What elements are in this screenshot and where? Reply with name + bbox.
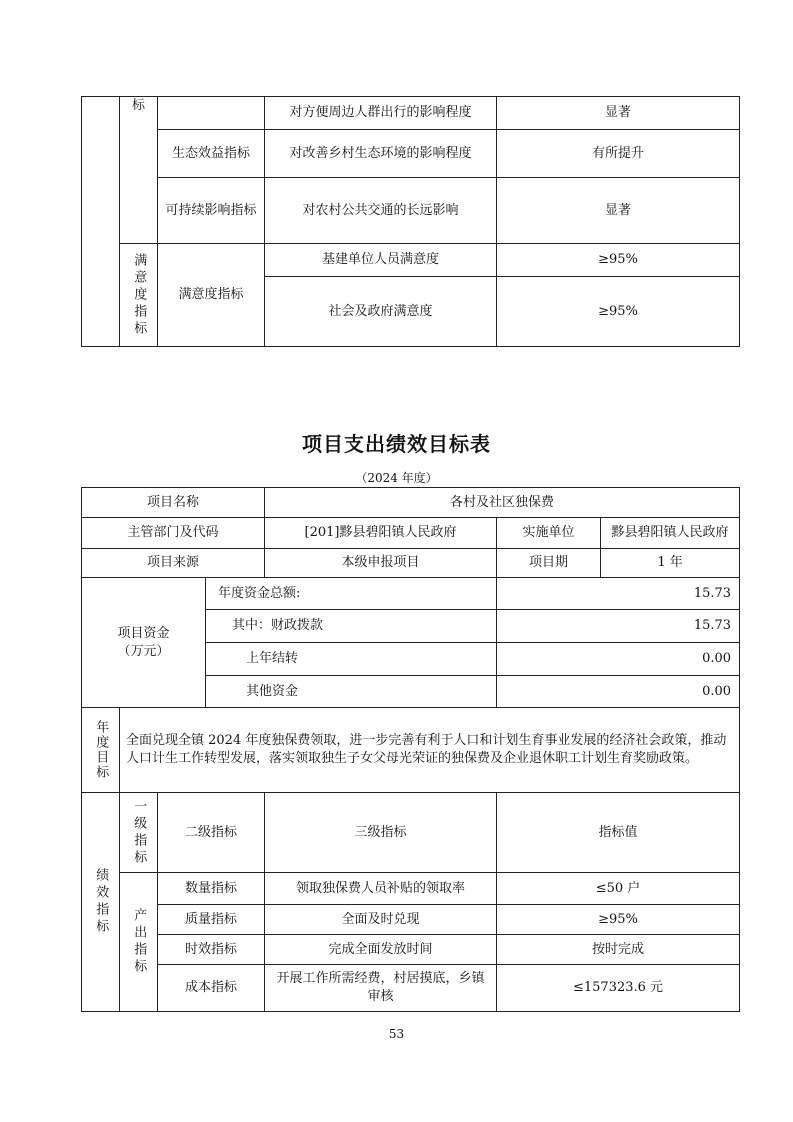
carryover-fund-label: 上年结转 xyxy=(206,643,497,676)
continued-indicator-table xyxy=(81,96,740,347)
level3-cell: 领取独保费人员补贴的领取率 xyxy=(265,873,497,905)
value-cell: 显著 xyxy=(497,97,740,130)
value-cell: ≤157323.6 元 xyxy=(497,965,740,1012)
level2-cell: 时效指标 xyxy=(158,935,265,965)
value-cell: ≥95% xyxy=(497,905,740,935)
header-level3: 三级指标 xyxy=(265,793,497,873)
annual-goal-text: 全面兑现全镇 2024 年度独保费领取，进一步完善有利于人口和计划生育事业发展的经济社会政策，推动人口计生工作转型发展，落实领取独生子女父母光荣证的独保费及企业退休职工计划生育奖励政策。 xyxy=(120,708,740,793)
page-subtitle: （2024 年度） xyxy=(355,471,438,485)
level3-cell: 社会及政府满意度 xyxy=(265,277,497,347)
other-fund-label: 其他资金 xyxy=(206,676,497,708)
dept-value: [201]黟县碧阳镇人民政府 xyxy=(265,518,497,549)
level2-cell: 满意度指标 xyxy=(158,244,265,347)
performance-target-table xyxy=(81,487,740,1012)
level3-cell: 对改善乡村生态环境的影响程度 xyxy=(265,130,497,178)
level0-cell xyxy=(82,97,120,347)
level2-cell: 生态效益指标 xyxy=(158,130,265,178)
value-cell: ≥95% xyxy=(497,244,740,277)
total-fund-label: 年度资金总额: xyxy=(206,578,497,610)
level2-cell: 可持续影响指标 xyxy=(158,178,265,244)
annual-goal-label: 年度目标 xyxy=(82,708,120,793)
impl-value: 黟县碧阳镇人民政府 xyxy=(601,518,740,549)
level3-cell: 完成全面发放时间 xyxy=(265,935,497,965)
level2-cell: 数量指标 xyxy=(158,873,265,905)
fiscal-fund-label: 其中：财政拨款 xyxy=(206,610,497,643)
source-label: 项目来源 xyxy=(82,549,265,578)
level1-cell-benefit: 标 xyxy=(120,97,158,244)
level3-cell: 开展工作所需经费，村居摸底，乡镇审核 xyxy=(265,965,497,1012)
fund-label: 项目资金 （万元） xyxy=(82,578,206,708)
value-cell: ≤50 户 xyxy=(497,873,740,905)
period-label: 项目期 xyxy=(497,549,601,578)
project-name-label: 项目名称 xyxy=(82,488,265,518)
level2-cell: 成本指标 xyxy=(158,965,265,1012)
dept-label: 主管部门及代码 xyxy=(82,518,265,549)
source-value: 本级申报项目 xyxy=(265,549,497,578)
page-title: 项目支出绩效目标表 xyxy=(302,432,491,456)
output-indicator-label: 产出指标 xyxy=(120,873,158,1012)
level2-cell-empty xyxy=(158,97,265,130)
fiscal-fund-value: 15.73 xyxy=(497,610,740,643)
page-number: 53 xyxy=(388,1027,405,1041)
level3-cell: 全面及时兑现 xyxy=(265,905,497,935)
level3-cell: 基建单位人员满意度 xyxy=(265,244,497,277)
impl-label: 实施单位 xyxy=(497,518,601,549)
other-fund-value: 0.00 xyxy=(497,676,740,708)
period-value: 1 年 xyxy=(601,549,740,578)
header-level1: 一级指标 xyxy=(120,793,158,873)
value-cell: ≥95% xyxy=(497,277,740,347)
header-value: 指标值 xyxy=(497,793,740,873)
value-cell: 显著 xyxy=(497,178,740,244)
level3-cell: 对农村公共交通的长远影响 xyxy=(265,178,497,244)
total-fund-value: 15.73 xyxy=(497,578,740,610)
project-name-value: 各村及社区独保费 xyxy=(265,488,740,518)
level3-cell: 对方便周边人群出行的影响程度 xyxy=(265,97,497,130)
level1-cell-satisfaction: 满意度指标 xyxy=(120,244,158,347)
carryover-fund-value: 0.00 xyxy=(497,643,740,676)
value-cell: 按时完成 xyxy=(497,935,740,965)
header-level2: 二级指标 xyxy=(158,793,265,873)
value-cell: 有所提升 xyxy=(497,130,740,178)
level2-cell: 质量指标 xyxy=(158,905,265,935)
perf-indicator-label: 绩效指标 xyxy=(82,793,120,1012)
